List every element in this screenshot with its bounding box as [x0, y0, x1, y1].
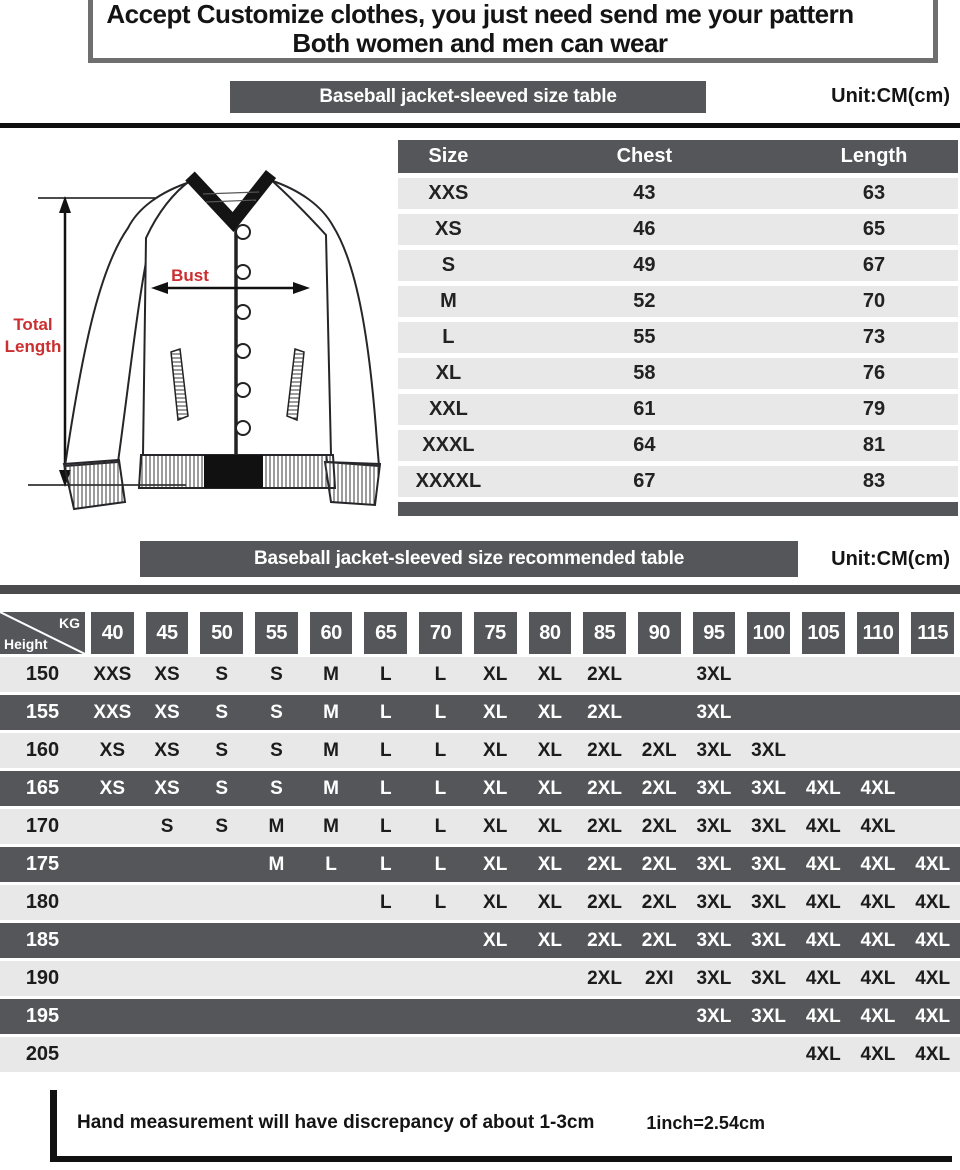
- length-cell: 67: [862, 254, 886, 276]
- size-recommendation-cell: [632, 1037, 687, 1072]
- size-recommendation-cell: 4XL: [915, 930, 951, 951]
- size-table-row: [398, 430, 958, 461]
- size-recommendation-cell: [85, 923, 140, 958]
- size-table-body: [398, 178, 958, 497]
- size-recommendation-cell: 4XL: [805, 892, 841, 913]
- matrix-row: [0, 847, 960, 882]
- height-label: 160: [25, 739, 60, 761]
- size-recommendation-cell: 4XL: [915, 1006, 951, 1027]
- size-recommendation-cell: L: [379, 816, 392, 837]
- size-recommendation-cell: L: [434, 778, 447, 799]
- size-recommendation-cell: 3XL: [696, 664, 732, 685]
- size-recommendation-cell: [741, 657, 796, 692]
- size-recommendation-cell: XL: [537, 854, 562, 875]
- size-recommendation-cell: XS: [154, 664, 180, 685]
- size-recommendation-cell: XS: [99, 740, 126, 761]
- size-recommendation-cell: S: [215, 740, 229, 761]
- section-divider: [0, 585, 960, 594]
- size-recommendation-cell: [140, 1037, 195, 1072]
- size-recommendation-cell: XS: [154, 778, 180, 799]
- size-recommendation-cell: L: [434, 816, 447, 837]
- matrix-header: [0, 612, 960, 654]
- size-recommendation-cell: [140, 961, 195, 996]
- weight-column-header: 110: [857, 612, 900, 654]
- size-recommendation-cell: S: [160, 816, 174, 837]
- size-recommendation-cell: 4XL: [805, 854, 841, 875]
- size-recommendation-cell: [687, 1037, 742, 1072]
- size-recommendation-cell: [85, 809, 140, 844]
- size-recommendation-cell: 4XL: [860, 892, 896, 913]
- size-recommendation-cell: L: [434, 892, 447, 913]
- height-label: 170: [25, 815, 60, 837]
- size-recommendation-cell: L: [379, 854, 392, 875]
- size-recommendation-cell: S: [270, 664, 283, 685]
- size-recommendation-cell: [358, 923, 413, 958]
- size-recommendation-cell: XXS: [93, 702, 132, 723]
- size-recommendation-cell: S: [215, 702, 229, 723]
- size-recommendation-cell: 4XL: [860, 968, 896, 989]
- matrix-row: [0, 809, 960, 844]
- weight-column-header: 115: [911, 612, 954, 654]
- size-table-row: [398, 394, 958, 425]
- size-recommendation-cell: 4XL: [805, 968, 841, 989]
- size-recommendation-cell: [194, 1037, 249, 1072]
- size-table-title-bar: Baseball jacket-sleeved size table: [230, 81, 706, 113]
- size-recommendation-cell: 3XL: [696, 740, 732, 761]
- matrix-corner-cell: [0, 612, 85, 654]
- matrix-row: [0, 771, 960, 806]
- size-recommendation-cell: XL: [483, 816, 508, 837]
- size-recommendation-cell: L: [434, 854, 447, 875]
- size-recommendation-cell: XS: [99, 778, 126, 799]
- chest-cell: 49: [633, 254, 656, 276]
- size-recommendation-cell: [413, 961, 468, 996]
- size-recommendation-cell: XL: [483, 740, 508, 761]
- weight-column-header: 80: [529, 612, 572, 654]
- heading-line-2: Both women and men can wear: [292, 28, 668, 58]
- size-recommendation-cell: [523, 999, 578, 1034]
- size-table-row: [398, 322, 958, 353]
- bust-label: Bust: [171, 266, 209, 285]
- jacket-waistband-patch: [204, 455, 263, 488]
- size-recommendation-cell: XL: [537, 892, 562, 913]
- inch-conversion: 1inch=2.54cm: [646, 1112, 765, 1133]
- recommended-table-title-bar: Baseball jacket-sleeved size recommended table: [140, 541, 798, 577]
- size-recommendation-cell: [905, 771, 960, 806]
- size-recommendation-cell: 2XL: [641, 740, 677, 761]
- size-recommendation-cell: 3XL: [751, 816, 787, 837]
- size-recommendation-cell: [249, 923, 304, 958]
- size-recommendation-cell: [905, 809, 960, 844]
- length-cell: 63: [862, 182, 886, 204]
- size-recommendation-cell: M: [268, 816, 285, 837]
- size-recommendation-cell: XL: [537, 702, 562, 723]
- size-recommendation-cell: [413, 1037, 468, 1072]
- size-recommendation-cell: 4XL: [860, 778, 896, 799]
- size-table: [398, 140, 958, 516]
- size-recommendation-cell: XL: [483, 854, 508, 875]
- size-recommendation-cell: [358, 961, 413, 996]
- size-recommendation-cell: L: [379, 664, 392, 685]
- size-recommendation-cell: 2XI: [644, 968, 674, 989]
- height-label: 155: [25, 701, 60, 723]
- size-recommendation-cell: [85, 1037, 140, 1072]
- size-recommendation-cell: [358, 1037, 413, 1072]
- size-recommendation-cell: L: [379, 778, 392, 799]
- heading-line-1: Accept Customize clothes, you just need send me your pattern: [106, 0, 854, 29]
- matrix-row: [0, 1037, 960, 1072]
- size-recommendation-cell: 3XL: [751, 778, 787, 799]
- size-recommendation-cell: [741, 1037, 796, 1072]
- height-label: 205: [25, 1043, 60, 1065]
- size-recommendation-cell: [413, 923, 468, 958]
- size-recommendation-cell: [304, 1037, 359, 1072]
- size-recommendation-cell: S: [215, 664, 229, 685]
- size-recommendation-cell: [851, 657, 906, 692]
- recommended-size-matrix: [0, 612, 960, 1072]
- chest-cell: 52: [633, 290, 656, 312]
- size-recommendation-cell: [358, 999, 413, 1034]
- size-recommendation-cell: L: [434, 740, 447, 761]
- length-cell: 81: [862, 434, 886, 456]
- size-recommendation-cell: [85, 961, 140, 996]
- size-recommendation-cell: XL: [483, 702, 508, 723]
- size-recommendation-cell: 3XL: [696, 702, 732, 723]
- size-recommendation-cell: 4XL: [915, 892, 951, 913]
- size-recommendation-cell: XS: [154, 740, 180, 761]
- size-recommendation-cell: XS: [154, 702, 180, 723]
- size-cell: XL: [435, 362, 462, 384]
- size-recommendation-cell: XL: [537, 816, 562, 837]
- matrix-row: [0, 961, 960, 996]
- size-recommendation-cell: [468, 961, 523, 996]
- size-recommendation-cell: 2XL: [641, 854, 677, 875]
- size-recommendation-cell: [796, 657, 851, 692]
- size-recommendation-cell: L: [325, 854, 337, 875]
- corner-kg-label: KG: [59, 615, 80, 631]
- size-recommendation-cell: [140, 923, 195, 958]
- matrix-row: [0, 923, 960, 958]
- size-recommendation-cell: 2XL: [587, 930, 622, 951]
- col-header-chest: Chest: [616, 145, 673, 167]
- size-recommendation-cell: L: [434, 664, 447, 685]
- size-recommendation-cell: [304, 961, 359, 996]
- matrix-row: [0, 695, 960, 730]
- height-label: 185: [25, 929, 60, 951]
- size-recommendation-cell: 2XL: [641, 892, 677, 913]
- height-label: 175: [25, 853, 60, 875]
- size-recommendation-cell: [249, 961, 304, 996]
- size-recommendation-cell: [304, 923, 359, 958]
- size-recommendation-cell: [194, 961, 249, 996]
- top-divider: [0, 123, 960, 128]
- corner-height-label: Height: [4, 636, 48, 652]
- size-recommendation-cell: [905, 657, 960, 692]
- size-recommendation-cell: M: [323, 740, 339, 761]
- matrix-body: [0, 657, 960, 1072]
- chest-cell: 58: [633, 362, 656, 384]
- size-recommendation-cell: 4XL: [860, 816, 896, 837]
- size-table-row: [398, 466, 958, 497]
- length-cell: 76: [862, 362, 886, 384]
- matrix-row: [0, 733, 960, 768]
- weight-column-header: 50: [200, 612, 243, 654]
- size-recommendation-cell: S: [270, 740, 283, 761]
- col-header-length: Length: [840, 145, 908, 167]
- height-label: 195: [25, 1005, 60, 1027]
- matrix-row: [0, 657, 960, 692]
- size-recommendation-cell: 3XL: [696, 930, 732, 951]
- size-recommendation-cell: 3XL: [696, 816, 732, 837]
- size-recommendation-cell: 3XL: [696, 968, 732, 989]
- size-recommendation-cell: [304, 999, 359, 1034]
- size-cell: L: [442, 326, 455, 348]
- total-length-label-1: Total: [13, 315, 53, 334]
- size-recommendation-cell: 3XL: [751, 740, 787, 761]
- size-recommendation-cell: 4XL: [860, 1044, 896, 1065]
- weight-column-header: 40: [91, 612, 134, 654]
- weight-column-header: 60: [310, 612, 353, 654]
- size-recommendation-cell: [796, 695, 851, 730]
- size-recommendation-cell: 4XL: [915, 854, 951, 875]
- page-heading: [0, 0, 960, 58]
- chest-cell: 46: [633, 218, 656, 240]
- size-recommendation-cell: M: [323, 816, 339, 837]
- size-recommendation-cell: 2XL: [587, 968, 622, 989]
- size-recommendation-cell: [194, 999, 249, 1034]
- height-label: 150: [25, 663, 60, 685]
- size-table-unit-label: Unit:CM(cm): [831, 85, 950, 107]
- size-recommendation-cell: S: [215, 778, 229, 799]
- measurement-note: Hand measurement will have discrepancy of about 1-3cm: [77, 1112, 595, 1133]
- size-recommendation-cell: 2XL: [641, 930, 677, 951]
- size-table-footer-bar: [398, 502, 958, 516]
- size-recommendation-cell: 2XL: [587, 702, 622, 723]
- size-recommendation-cell: 2XL: [641, 778, 677, 799]
- size-recommendation-cell: [194, 847, 249, 882]
- size-recommendation-cell: 2XL: [587, 740, 622, 761]
- size-recommendation-cell: 4XL: [805, 1044, 841, 1065]
- size-cell: XXS: [428, 182, 469, 204]
- chest-cell: 64: [633, 434, 656, 456]
- size-recommendation-cell: [468, 1037, 523, 1072]
- size-recommendation-cell: [632, 695, 687, 730]
- matrix-row: [0, 885, 960, 920]
- size-recommendation-cell: [249, 999, 304, 1034]
- size-table-header: [398, 140, 958, 173]
- size-cell: XXL: [428, 398, 468, 420]
- matrix-row: [0, 999, 960, 1034]
- size-recommendation-cell: 2XL: [587, 664, 622, 685]
- size-recommendation-cell: 4XL: [915, 1044, 951, 1065]
- size-recommendation-cell: 3XL: [696, 854, 732, 875]
- size-recommendation-cell: [413, 999, 468, 1034]
- size-recommendation-cell: [468, 999, 523, 1034]
- size-recommendation-cell: [140, 885, 195, 920]
- size-recommendation-cell: [632, 999, 687, 1034]
- size-recommendation-cell: [194, 885, 249, 920]
- size-recommendation-cell: [577, 999, 632, 1034]
- size-recommendation-cell: S: [270, 702, 283, 723]
- length-cell: 65: [862, 218, 886, 240]
- size-recommendation-cell: [741, 695, 796, 730]
- size-recommendation-cell: 3XL: [751, 930, 787, 951]
- weight-column-header: 90: [638, 612, 681, 654]
- size-recommendation-cell: S: [215, 816, 229, 837]
- size-recommendation-cell: [905, 695, 960, 730]
- height-label: 180: [25, 891, 60, 913]
- size-recommendation-cell: 3XL: [696, 892, 732, 913]
- size-recommendation-cell: 3XL: [751, 892, 787, 913]
- col-header-size: Size: [428, 145, 469, 167]
- length-cell: 70: [862, 290, 886, 312]
- size-table-row: [398, 250, 958, 281]
- size-recommendation-cell: [85, 999, 140, 1034]
- size-recommendation-cell: [140, 847, 195, 882]
- size-cell: XXXXL: [415, 470, 482, 492]
- size-recommendation-cell: 4XL: [805, 778, 841, 799]
- size-cell: XS: [435, 218, 462, 240]
- size-recommendation-cell: 2XL: [587, 854, 622, 875]
- size-recommendation-cell: M: [323, 702, 339, 723]
- size-recommendation-cell: XL: [537, 664, 562, 685]
- height-label: 165: [25, 777, 60, 799]
- chest-cell: 43: [633, 182, 656, 204]
- chest-cell: 67: [633, 470, 656, 492]
- size-recommendation-cell: 4XL: [805, 816, 841, 837]
- chest-cell: 61: [633, 398, 656, 420]
- size-recommendation-cell: 4XL: [805, 1006, 841, 1027]
- size-recommendation-cell: [249, 885, 304, 920]
- size-table-row: [398, 214, 958, 245]
- size-recommendation-cell: XL: [483, 778, 508, 799]
- size-recommendation-cell: 3XL: [696, 778, 732, 799]
- weight-column-header: 75: [474, 612, 517, 654]
- size-cell: S: [441, 254, 456, 276]
- size-recommendation-cell: 3XL: [751, 968, 787, 989]
- size-recommendation-cell: 4XL: [915, 968, 951, 989]
- total-length-label-2: Length: [4, 337, 62, 356]
- size-recommendation-cell: 4XL: [860, 1006, 896, 1027]
- size-table-row: [398, 286, 958, 317]
- size-recommendation-cell: [249, 1037, 304, 1072]
- weight-column-header: 100: [747, 612, 790, 654]
- weight-column-header: 85: [583, 612, 626, 654]
- size-recommendation-cell: XL: [537, 930, 562, 951]
- length-cell: 73: [862, 326, 886, 348]
- size-recommendation-cell: L: [379, 740, 392, 761]
- size-recommendation-cell: [85, 847, 140, 882]
- size-recommendation-cell: [194, 923, 249, 958]
- size-recommendation-cell: [632, 657, 687, 692]
- size-recommendation-cell: 2XL: [641, 816, 677, 837]
- length-cell: 79: [862, 398, 886, 420]
- size-recommendation-cell: [577, 1037, 632, 1072]
- size-recommendation-cell: 2XL: [587, 892, 622, 913]
- size-recommendation-cell: XL: [483, 664, 508, 685]
- size-recommendation-cell: M: [268, 854, 285, 875]
- size-recommendation-cell: XL: [483, 930, 508, 951]
- size-recommendation-cell: [304, 885, 359, 920]
- length-cell: 83: [862, 470, 886, 492]
- size-cell: M: [440, 290, 457, 312]
- size-recommendation-cell: 3XL: [751, 1006, 787, 1027]
- size-recommendation-cell: [523, 1037, 578, 1072]
- size-recommendation-cell: 3XL: [696, 1006, 732, 1027]
- size-recommendation-cell: 4XL: [860, 930, 896, 951]
- size-recommendation-cell: XXS: [93, 664, 132, 685]
- weight-column-header: 65: [364, 612, 407, 654]
- weight-column-header: 95: [693, 612, 736, 654]
- size-recommendation-cell: [85, 885, 140, 920]
- size-recommendation-cell: L: [434, 702, 447, 723]
- size-recommendation-cell: XL: [537, 740, 562, 761]
- size-recommendation-cell: 3XL: [751, 854, 787, 875]
- size-recommendation-cell: XL: [537, 778, 562, 799]
- weight-column-header: 45: [146, 612, 189, 654]
- size-recommendation-cell: [851, 733, 906, 768]
- size-recommendation-cell: 4XL: [860, 854, 896, 875]
- chest-cell: 55: [633, 326, 656, 348]
- height-label: 190: [25, 967, 60, 989]
- size-recommendation-cell: 2XL: [587, 778, 622, 799]
- size-recommendation-cell: M: [323, 778, 339, 799]
- footer-note: [50, 1090, 952, 1162]
- size-recommendation-cell: 2XL: [587, 816, 622, 837]
- size-recommendation-cell: [905, 733, 960, 768]
- size-recommendation-cell: [851, 695, 906, 730]
- size-recommendation-cell: [140, 999, 195, 1034]
- size-recommendation-cell: M: [323, 664, 339, 685]
- jacket-diagram: [0, 140, 400, 525]
- size-cell: XXXL: [422, 434, 475, 456]
- weight-column-header: 55: [255, 612, 298, 654]
- recommended-table-unit-label: Unit:CM(cm): [831, 548, 950, 570]
- size-recommendation-cell: XL: [483, 892, 508, 913]
- size-table-row: [398, 358, 958, 389]
- size-table-row: [398, 178, 958, 209]
- weight-column-header: 105: [802, 612, 845, 654]
- size-recommendation-cell: L: [379, 892, 392, 913]
- size-recommendation-cell: 4XL: [805, 930, 841, 951]
- size-recommendation-cell: S: [270, 778, 283, 799]
- size-recommendation-cell: L: [379, 702, 392, 723]
- size-recommendation-cell: [523, 961, 578, 996]
- size-recommendation-cell: [796, 733, 851, 768]
- weight-column-header: 70: [419, 612, 462, 654]
